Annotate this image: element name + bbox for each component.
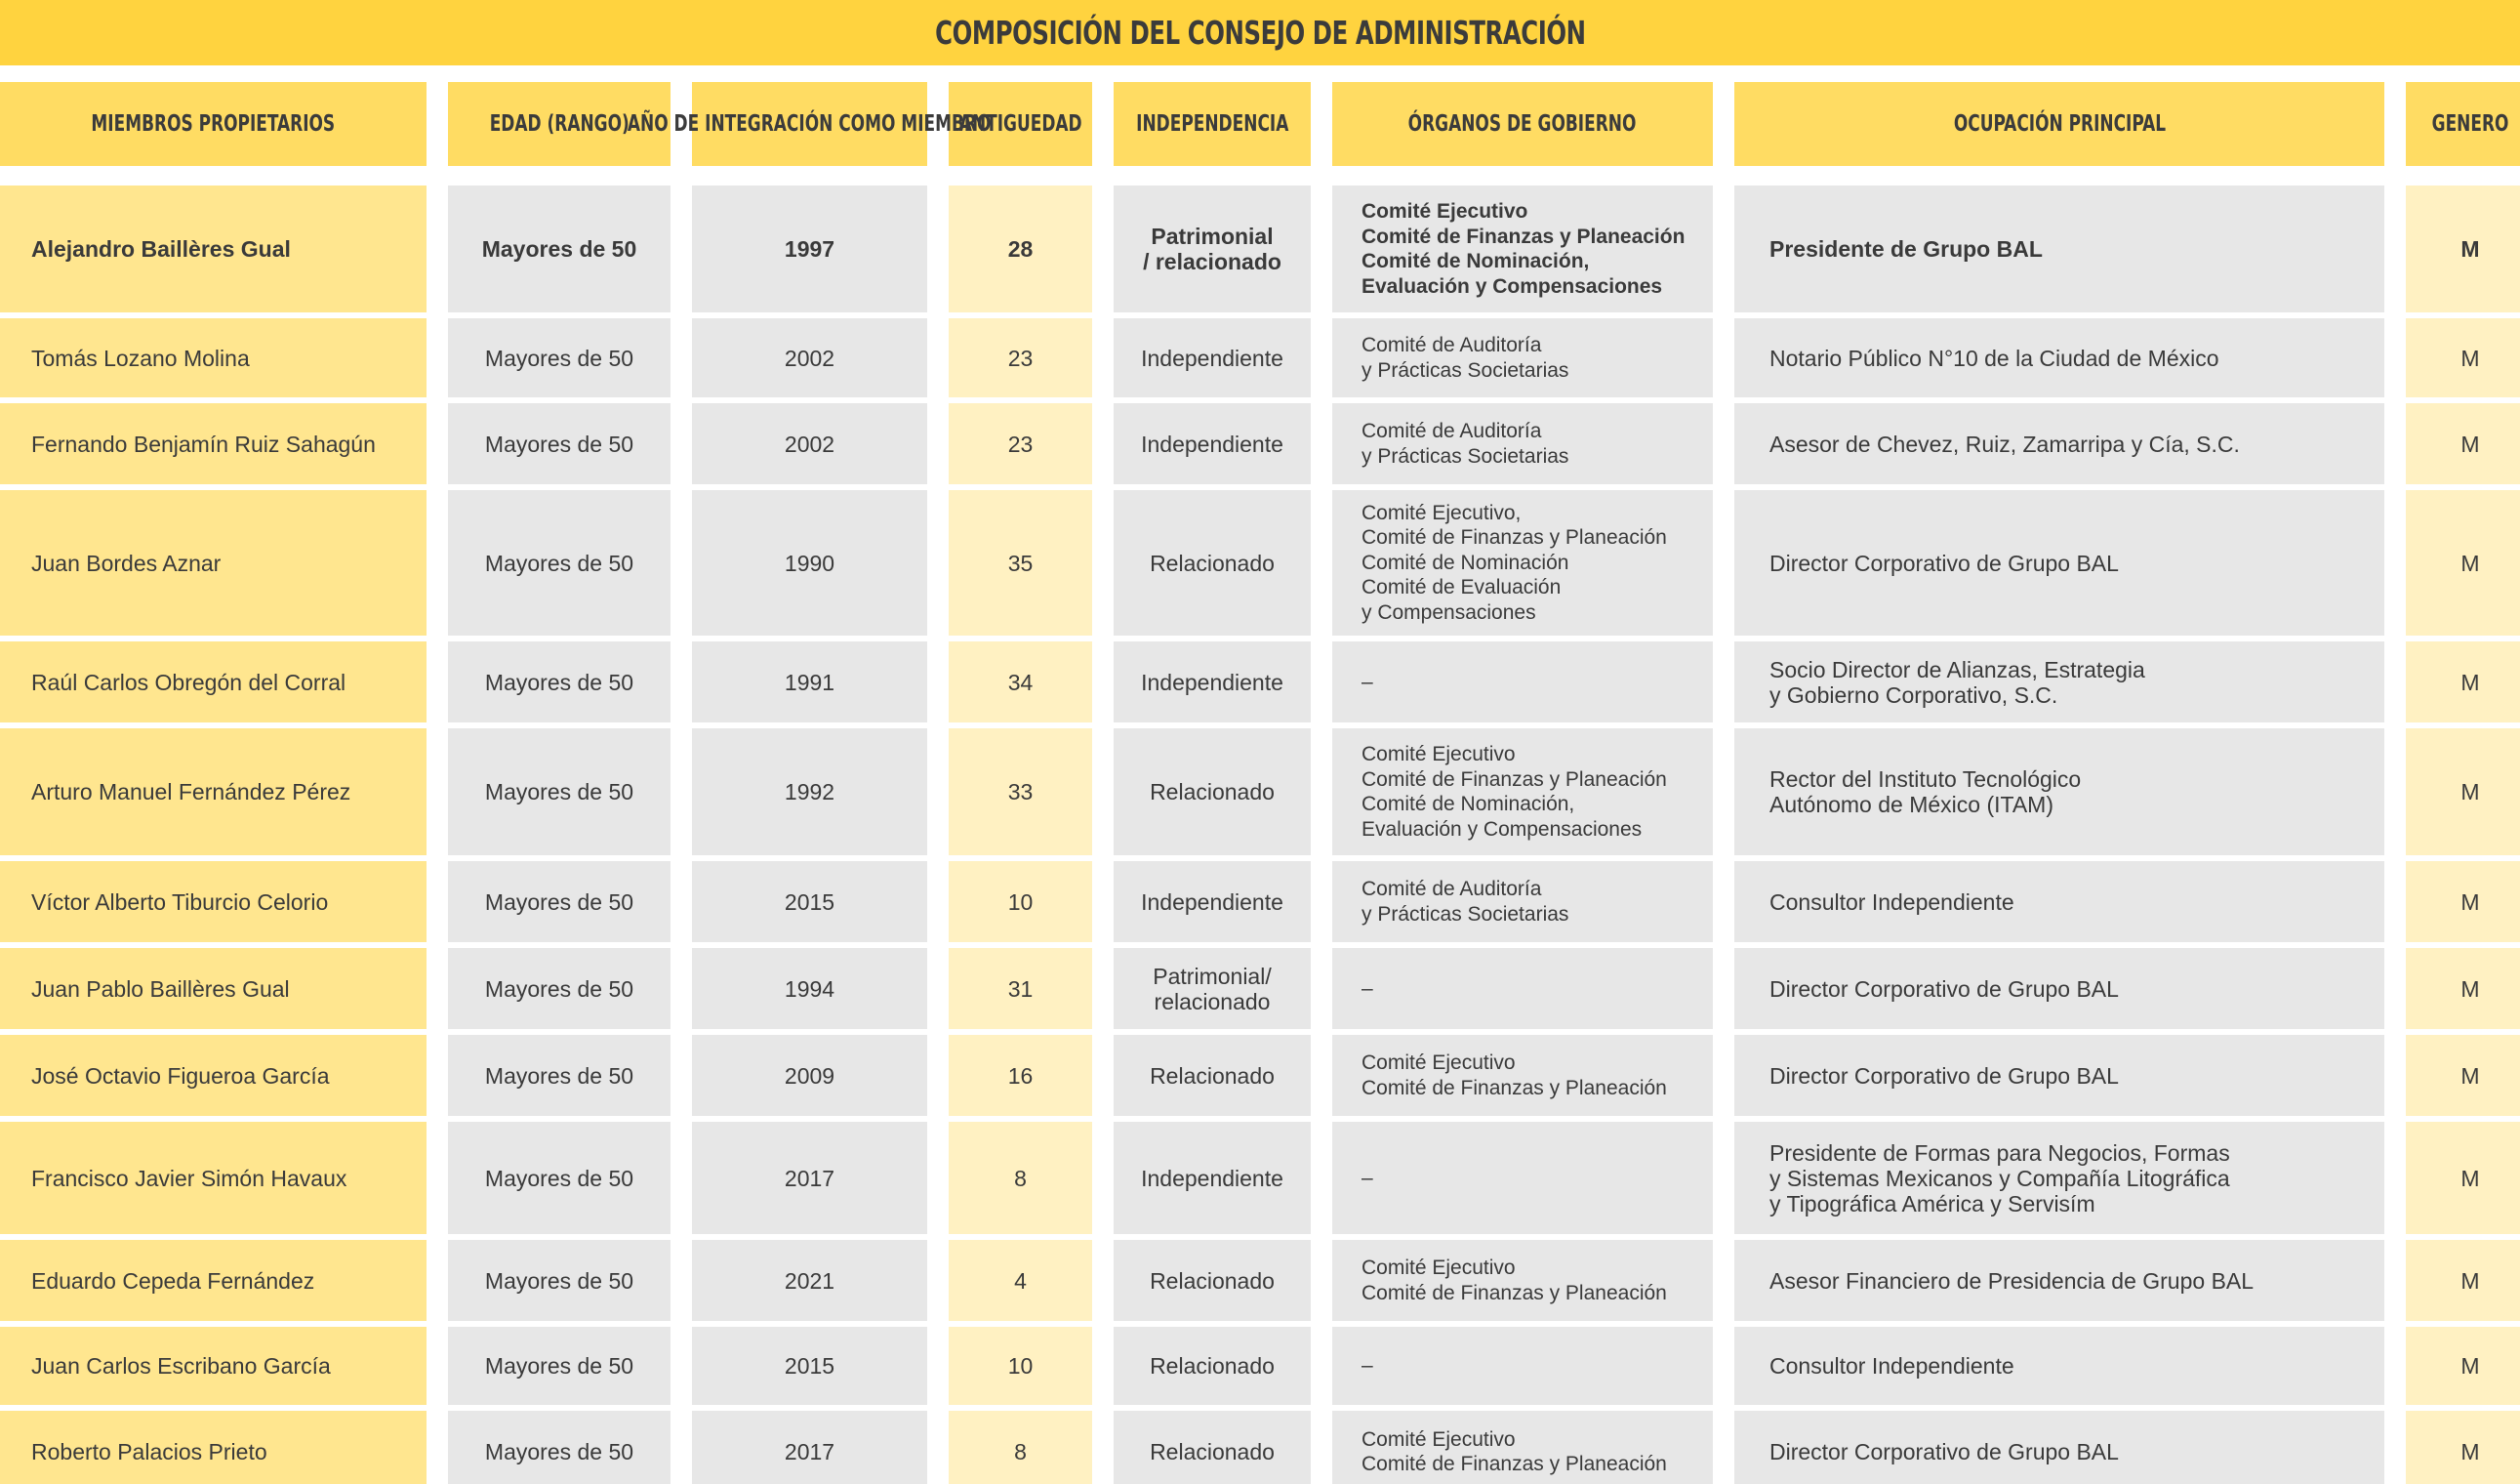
cell-integration-year: 2002 [692,318,927,397]
cell-governing-bodies: Comité Ejecutivo Comité de Finanzas y Planeación Comité de Nominación, Evaluación y Compensaciones [1332,728,1713,855]
cell-independence: Relacionado [1114,490,1311,636]
cell-occupation: Consultor Independiente [1734,861,2384,942]
cell-independence: Relacionado [1114,1327,1311,1405]
cell-integration-year: 2015 [692,1327,927,1405]
cell-gender: M [2406,1240,2520,1321]
cell-independence: Independiente [1114,403,1311,484]
cell-age-range: Mayores de 50 [448,318,671,397]
cell-gender: M [2406,1411,2520,1484]
cell-gender: M [2406,186,2520,312]
cell-independence: Patrimonial / relacionado [1114,186,1311,312]
cell-independence: Patrimonial/ relacionado [1114,948,1311,1029]
cell-governing-bodies: Comité Ejecutivo Comité de Finanzas y Planeación [1332,1035,1713,1116]
cell-member-name: Juan Carlos Escribano García [0,1327,427,1405]
cell-age-range: Mayores de 50 [448,861,671,942]
cell-age-range: Mayores de 50 [448,1035,671,1116]
cell-integration-year: 2009 [692,1035,927,1116]
cell-member-name: Arturo Manuel Fernández Pérez [0,728,427,855]
cell-integration-year: 2017 [692,1122,927,1234]
cell-governing-bodies: Comité Ejecutivo, Comité de Finanzas y Planeación Comité de Nominación Comité de Evaluación y Compensaciones [1332,490,1713,636]
cell-member-name: Raúl Carlos Obregón del Corral [0,641,427,722]
cell-member-name: Víctor Alberto Tiburcio Celorio [0,861,427,942]
cell-independence: Relacionado [1114,728,1311,855]
cell-member-name: Tomás Lozano Molina [0,318,427,397]
cell-seniority: 28 [949,186,1092,312]
cell-seniority: 23 [949,403,1092,484]
cell-integration-year: 1990 [692,490,927,636]
cell-age-range: Mayores de 50 [448,1240,671,1321]
header-independence: INDEPENDENCIA [1114,82,1311,166]
table-title-bar [0,0,2520,65]
cell-integration-year: 1994 [692,948,927,1029]
cell-gender: M [2406,403,2520,484]
cell-occupation: Asesor de Chevez, Ruiz, Zamarripa y Cía, S.C. [1734,403,2384,484]
cell-seniority: 8 [949,1122,1092,1234]
cell-gender: M [2406,490,2520,636]
cell-seniority: 16 [949,1035,1092,1116]
cell-governing-bodies: Comité Ejecutivo Comité de Finanzas y Planeación [1332,1240,1713,1321]
cell-governing-bodies: Comité de Auditoría y Prácticas Societarias [1332,403,1713,484]
cell-gender: M [2406,861,2520,942]
cell-integration-year: 1997 [692,186,927,312]
cell-occupation: Director Corporativo de Grupo BAL [1734,1035,2384,1116]
cell-integration-year: 1991 [692,641,927,722]
cell-independence: Independiente [1114,861,1311,942]
cell-seniority: 33 [949,728,1092,855]
cell-seniority: 4 [949,1240,1092,1321]
cell-occupation: Rector del Instituto Tecnológico Autónomo de México (ITAM) [1734,728,2384,855]
cell-independence: Independiente [1114,1122,1311,1234]
cell-member-name: Juan Bordes Aznar [0,490,427,636]
cell-occupation: Director Corporativo de Grupo BAL [1734,948,2384,1029]
cell-gender: M [2406,948,2520,1029]
cell-seniority: 10 [949,861,1092,942]
header-age: EDAD (RANGO) [448,82,671,166]
header-seniority: ANTIGUEDAD [949,82,1092,166]
cell-integration-year: 2021 [692,1240,927,1321]
header-year: AÑO DE INTEGRACIÓN COMO MIEMBRO [692,82,927,166]
cell-occupation: Consultor Independiente [1734,1327,2384,1405]
cell-age-range: Mayores de 50 [448,403,671,484]
cell-governing-bodies: – [1332,641,1713,722]
cell-age-range: Mayores de 50 [448,641,671,722]
cell-occupation: Asesor Financiero de Presidencia de Grupo BAL [1734,1240,2384,1321]
cell-governing-bodies: – [1332,948,1713,1029]
cell-seniority: 34 [949,641,1092,722]
cell-member-name: Fernando Benjamín Ruiz Sahagún [0,403,427,484]
board-composition-table [0,82,2520,1484]
cell-seniority: 8 [949,1411,1092,1484]
cell-integration-year: 1992 [692,728,927,855]
cell-age-range: Mayores de 50 [448,490,671,636]
cell-occupation: Presidente de Grupo BAL [1734,186,2384,312]
cell-governing-bodies: – [1332,1327,1713,1405]
cell-age-range: Mayores de 50 [448,728,671,855]
cell-governing-bodies: Comité Ejecutivo Comité de Finanzas y Planeación [1332,1411,1713,1484]
cell-governing-bodies: Comité de Auditoría y Prácticas Societarias [1332,318,1713,397]
cell-member-name: José Octavio Figueroa García [0,1035,427,1116]
cell-governing-bodies: Comité Ejecutivo Comité de Finanzas y Planeación Comité de Nominación, Evaluación y Compensaciones [1332,186,1713,312]
cell-age-range: Mayores de 50 [448,1411,671,1484]
cell-member-name: Alejandro Baillères Gual [0,186,427,312]
cell-age-range: Mayores de 50 [448,948,671,1029]
header-members: MIEMBROS PROPIETARIOS [0,82,427,166]
cell-governing-bodies: – [1332,1122,1713,1234]
cell-age-range: Mayores de 50 [448,1327,671,1405]
cell-independence: Independiente [1114,641,1311,722]
cell-occupation: Socio Director de Alianzas, Estrategia y Gobierno Corporativo, S.C. [1734,641,2384,722]
cell-seniority: 31 [949,948,1092,1029]
cell-member-name: Roberto Palacios Prieto [0,1411,427,1484]
cell-gender: M [2406,641,2520,722]
cell-gender: M [2406,1327,2520,1405]
cell-independence: Relacionado [1114,1035,1311,1116]
cell-age-range: Mayores de 50 [448,186,671,312]
cell-member-name: Juan Pablo Baillères Gual [0,948,427,1029]
cell-occupation: Notario Público N°10 de la Ciudad de México [1734,318,2384,397]
cell-governing-bodies: Comité de Auditoría y Prácticas Societarias [1332,861,1713,942]
cell-occupation: Director Corporativo de Grupo BAL [1734,490,2384,636]
header-occupation: OCUPACIÓN PRINCIPAL [1734,82,2384,166]
cell-independence: Relacionado [1114,1240,1311,1321]
cell-member-name: Eduardo Cepeda Fernández [0,1240,427,1321]
cell-gender: M [2406,1122,2520,1234]
cell-age-range: Mayores de 50 [448,1122,671,1234]
cell-gender: M [2406,1035,2520,1116]
cell-gender: M [2406,318,2520,397]
cell-integration-year: 2002 [692,403,927,484]
cell-independence: Relacionado [1114,1411,1311,1484]
cell-occupation: Presidente de Formas para Negocios, Formas y Sistemas Mexicanos y Compañía Litográfica y Tipográfica América y Servisím [1734,1122,2384,1234]
cell-member-name: Francisco Javier Simón Havaux [0,1122,427,1234]
cell-independence: Independiente [1114,318,1311,397]
cell-seniority: 10 [949,1327,1092,1405]
table-title: COMPOSICIÓN DEL CONSEJO DE ADMINISTRACIÓN [934,14,1586,52]
header-gender: GENERO [2406,82,2520,166]
cell-seniority: 23 [949,318,1092,397]
cell-integration-year: 2017 [692,1411,927,1484]
cell-occupation: Director Corporativo de Grupo BAL [1734,1411,2384,1484]
cell-seniority: 35 [949,490,1092,636]
cell-gender: M [2406,728,2520,855]
cell-integration-year: 2015 [692,861,927,942]
header-governing-bodies: ÓRGANOS DE GOBIERNO [1332,82,1713,166]
